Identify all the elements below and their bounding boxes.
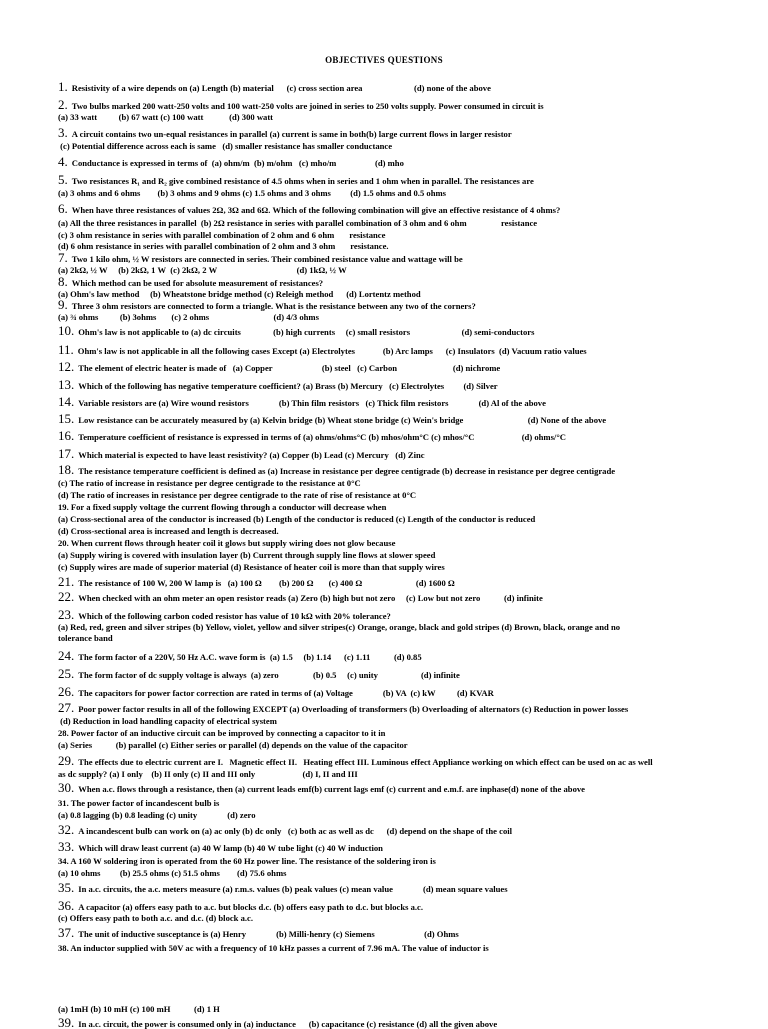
question-line xyxy=(58,128,758,139)
question-text: (a) Cross-sectional area of the conductor is increased (b) Length of the conductor is reduced (c) Length of the conductor is reduced xyxy=(58,514,536,524)
question-number: 16. xyxy=(58,431,75,442)
question-line xyxy=(58,1004,758,1014)
question-line xyxy=(58,490,758,500)
question-text: Which of the following has negative temperature coefficient? (a) Brass (b) Mercury (c) Electrolytes (d) Silver xyxy=(78,381,498,391)
question-number: 14. xyxy=(58,397,75,408)
question-number: 22. xyxy=(58,592,75,603)
question-line xyxy=(58,514,758,524)
question-text: (c) Supply wires are made of superior material (d) Resistance of heater coil is more than that supply wires xyxy=(58,562,445,572)
question-line xyxy=(58,592,758,603)
question-line xyxy=(58,157,758,168)
question-text: The form factor of a 220V, 50 Hz A.C. wave form is (a) 1.5 (b) 1.14 (c) 1.11 (d) 0.85 xyxy=(78,652,422,662)
question-line xyxy=(58,550,758,560)
question-line xyxy=(58,783,758,794)
question-line xyxy=(58,312,758,322)
question-text: (a) Supply wiring is covered with insulation layer (b) Current through supply line flows at slower speed xyxy=(58,550,436,560)
question-line xyxy=(58,449,758,460)
question-text: In a.c. circuit, the power is consumed only in (a) inductance (b) capacitance (c) resistance (d) all the given above xyxy=(78,1019,498,1029)
question-text: (c) Offers easy path to both a.c. and d.c. (d) block a.c. xyxy=(58,913,254,923)
question-line xyxy=(58,526,758,536)
question-line xyxy=(58,651,758,662)
question-line xyxy=(58,769,758,779)
question-text: 38. An inductor supplied with 50V ac with a frequency of 10 kHz passes a current of 7.96 mA. The value of inductor is xyxy=(58,943,489,953)
question-text: When have three resistances of values 2Ω, 3Ω and 6Ω. Which of the following combination will give an effective resistance of 4 ohms? xyxy=(71,205,561,215)
question-number: 21. xyxy=(58,577,75,588)
question-text: Temperature coefficient of resistance is expressed in terms of (a) ohms/ohms°C (b) mhos/ohm°C (c) mhos/°C (d) ohms/°C xyxy=(78,432,566,442)
question-number: 37. xyxy=(58,928,75,939)
question-line xyxy=(58,756,758,767)
question-number: 6. xyxy=(58,204,68,215)
question-line xyxy=(58,868,758,878)
question-text: (a) 33 watt (b) 67 watt (c) 100 watt (d) 300 watt xyxy=(58,112,274,122)
question-line xyxy=(58,622,758,632)
question-line xyxy=(58,825,758,836)
question-text: (a) Ohm's law method (b) Wheatstone bridge method (c) Releigh method (d) Lortentz method xyxy=(58,289,421,299)
question-number: 25. xyxy=(58,669,75,680)
question-text: The resistance of 100 W, 200 W lamp is (a) 100 Ω (b) 200 Ω (c) 400 Ω (d) 1600 Ω xyxy=(78,578,455,588)
question-text: Two resistances R₁ and R₂ give combined resistance of 4.5 ohms when in series and 1 ohm when in parallel. The resistances are xyxy=(71,176,534,186)
question-number: 4. xyxy=(58,157,68,168)
question-text: (a) 3 ohms and 6 ohms (b) 3 ohms and 9 ohms (c) 1.5 ohms and 3 ohms (d) 1.5 ohms and 0.5 ohms xyxy=(58,188,446,198)
question-text: A capacitor (a) offers easy path to a.c. but blocks d.c. (b) offers easy path to d.c. but blocks a.c. xyxy=(78,902,424,912)
question-line xyxy=(58,277,758,288)
question-text: (a) 1mH (b) 10 mH (c) 100 mH (d) 1 H xyxy=(58,1004,220,1014)
question-line xyxy=(58,100,758,111)
page-title: OBJECTIVES QUESTIONS xyxy=(325,55,443,65)
question-text: Which will draw least current (a) 40 W lamp (b) 40 W tube light (c) 40 W induction xyxy=(78,843,383,853)
question-text: (a) 2kΩ, ½ W (b) 2kΩ, 1 W (c) 2kΩ, 2 W (d) 1kΩ, ½ W xyxy=(58,265,347,275)
question-line xyxy=(58,901,758,912)
question-number: 10. xyxy=(58,326,75,337)
question-line xyxy=(58,538,758,548)
question-text: (a) All the three resistances in parallel (b) 2Ω resistance in series with parallel combination of 3 ohm and 6 ohm resistance xyxy=(58,218,538,228)
question-text: (a) Red, red, green and silver stripes (b) Yellow, violet, yellow and silver stripes(c) Orange, orange, black and gold stripes (d) Brown, black, orange and no xyxy=(58,622,621,632)
question-line xyxy=(58,265,758,275)
question-line xyxy=(58,928,758,939)
question-line xyxy=(58,577,758,588)
question-number: 24. xyxy=(58,651,75,662)
question-text: The unit of inductive susceptance is (a) Henry (b) Milli-henry (c) Siemens (d) Ohms xyxy=(78,929,459,939)
question-text: When checked with an ohm meter an open resistor reads (a) Zero (b) high but not zero (c) Low but not zero (d) infinite xyxy=(78,593,543,603)
question-text: (a) ¾ ohms (b) 3ohms (c) 2 ohms (d) 4/3 ohms xyxy=(58,312,319,322)
question-line xyxy=(58,669,758,680)
question-number: 15. xyxy=(58,414,75,425)
question-line xyxy=(58,842,758,853)
question-text: Variable resistors are (a) Wire wound resistors (b) Thin film resistors (c) Thick film resistors (d) Al of the above xyxy=(78,398,546,408)
question-line xyxy=(58,502,758,512)
question-number: 36. xyxy=(58,901,75,912)
question-number: 32. xyxy=(58,825,75,836)
question-number: 9. xyxy=(58,300,68,311)
question-text: (c) Potential difference across each is same (d) smaller resistance has smaller conductance xyxy=(58,141,393,151)
question-line xyxy=(58,856,758,866)
question-text: (a) Series (b) parallel (c) Either series or parallel (d) depends on the value of the capacitor xyxy=(58,740,408,750)
question-line xyxy=(58,465,758,476)
question-number: 11. xyxy=(58,345,74,356)
question-line xyxy=(58,253,758,264)
question-text: (d) The ratio of increases in resistance per degree centigrade to the rate of rise of resistance at 0°C xyxy=(58,490,417,500)
question-text: 34. A 160 W soldering iron is operated from the 60 Hz power line. The resistance of the soldering iron is xyxy=(58,856,436,866)
question-number: 3. xyxy=(58,128,68,139)
question-line xyxy=(58,141,758,151)
question-line xyxy=(58,633,758,643)
question-line xyxy=(58,943,758,953)
question-text: Ohm's law is not applicable in all the following cases Except (a) Electrolytes (b) Arc lamps (c) Insulators (d) Vacuum ratio values xyxy=(77,346,587,356)
question-number: 13. xyxy=(58,380,75,391)
question-text: Which of the following carbon coded resistor has value of 10 kΩ with 20% tolerance? xyxy=(78,611,391,621)
question-number: 26. xyxy=(58,687,75,698)
question-line xyxy=(58,397,758,408)
question-number: 23. xyxy=(58,610,75,621)
question-line xyxy=(58,345,758,356)
question-number: 5. xyxy=(58,175,68,186)
question-line xyxy=(58,716,758,726)
question-text: When a.c. flows through a resistance, then (a) current leads emf(b) current lags emf (c) current and e.m.f. are inphase(d) none of the above xyxy=(78,784,585,794)
question-text: (a) 10 ohms (b) 25.5 ohms (c) 51.5 ohms (d) 75.6 ohms xyxy=(58,868,287,878)
question-text: 28. Power factor of an inductive circuit can be improved by connecting a capacitor to it in xyxy=(58,728,386,738)
question-number: 29. xyxy=(58,756,75,767)
question-text: 20. When current flows through heater coil it glows but supply wiring does not glow because xyxy=(58,538,396,548)
question-text: In a.c. circuits, the a.c. meters measure (a) r.m.s. values (b) peak values (c) mean value (d) mean square values xyxy=(78,884,508,894)
question-line xyxy=(58,810,758,820)
question-line xyxy=(58,562,758,572)
question-line xyxy=(58,230,758,240)
question-text: (c) The ratio of increase in resistance per degree centigrade to the resistance at 0°C xyxy=(58,478,361,488)
question-text: 31. The power factor of incandescent bulb is xyxy=(58,798,220,808)
question-text: Poor power factor results in all of the following EXCEPT (a) Overloading of transformers (b) Overloading of alternators (c) Reduction in power losses xyxy=(78,704,629,714)
question-text: Resistivity of a wire depends on (a) Length (b) material (c) cross section area (d) none of the above xyxy=(71,83,491,93)
question-text: Ohm's law is not applicable to (a) dc circuits (b) high currents (c) small resistors (d) semi-conductors xyxy=(78,327,535,337)
question-number: 39. xyxy=(58,1018,75,1029)
question-line xyxy=(58,414,758,425)
question-line xyxy=(58,740,758,750)
question-number: 33. xyxy=(58,842,75,853)
question-text: The capacitors for power factor correction are rated in terms of (a) Voltage (b) VA (c) kW (d) KVAR xyxy=(78,688,494,698)
question-text: The resistance temperature coefficient is defined as (a) Increase in resistance per degree centigrade (b) decrease in resistance per degree centigrade xyxy=(78,466,616,476)
question-line xyxy=(58,883,758,894)
question-number: 18. xyxy=(58,465,75,476)
question-text: The form factor of dc supply voltage is always (a) zero (b) 0.5 (c) unity (d) infinite xyxy=(78,670,460,680)
question-line xyxy=(58,478,758,488)
question-text: Two bulbs marked 200 watt-250 volts and 100 watt-250 volts are joined in series to 250 volts supply. Power consumed in circuit is xyxy=(71,101,544,111)
question-line xyxy=(58,362,758,373)
question-line xyxy=(58,241,758,251)
question-number: 35. xyxy=(58,883,75,894)
question-text: 19. For a fixed supply voltage the current flowing through a conductor will decrease when xyxy=(58,502,387,512)
question-text: (a) 0.8 lagging (b) 0.8 leading (c) unity (d) zero xyxy=(58,810,256,820)
question-line xyxy=(58,188,758,198)
question-text: (d) Reduction in load handling capacity of electrical system xyxy=(58,716,277,726)
question-line xyxy=(58,175,758,186)
question-number: 27. xyxy=(58,703,75,714)
question-text: (d) 6 ohm resistance in series with parallel combination of 2 ohm and 3 ohm resistance. xyxy=(58,241,389,251)
question-text: A incandescent bulb can work on (a) ac only (b) dc only (c) both ac as well as dc (d) depend on the shape of the coil xyxy=(78,826,513,836)
question-number: 30. xyxy=(58,783,75,794)
question-line xyxy=(58,300,758,311)
question-text: A circuit contains two un-equal resistances in parallel (a) current is same in both(b) large current flows in larger resistor xyxy=(71,129,512,139)
question-line xyxy=(58,112,758,122)
question-number: 2. xyxy=(58,100,68,111)
question-text: (c) 3 ohm resistance in series with parallel combination of 2 ohm and 6 ohm resistance xyxy=(58,230,386,240)
question-line xyxy=(58,204,758,215)
question-text: tolerance band xyxy=(58,633,113,643)
question-line xyxy=(58,289,758,299)
question-text: Which material is expected to have least resistivity? (a) Copper (b) Lead (c) Mercury (d) Zinc xyxy=(78,450,425,460)
question-number: 12. xyxy=(58,362,75,373)
question-text: Three 3 ohm resistors are connected to form a triangle. What is the resistance between any two of the corners? xyxy=(71,301,476,311)
question-number: 17. xyxy=(58,449,75,460)
question-line xyxy=(58,380,758,391)
question-text: Conductance is expressed in terms of (a) ohm/m (b) m/ohm (c) mho/m (d) mho xyxy=(71,158,404,168)
question-number: 8. xyxy=(58,277,68,288)
question-text: Which method can be used for absolute measurement of resistances? xyxy=(71,278,324,288)
question-line xyxy=(58,218,758,228)
question-text: as dc supply? (a) I only (b) II only (c) II and III only (d) I, II and III xyxy=(58,769,358,779)
question-text: The element of electric heater is made of (a) Copper (b) steel (c) Carbon (d) nichrome xyxy=(78,363,501,373)
question-line xyxy=(58,703,758,714)
question-line xyxy=(58,913,758,923)
question-text: The effects due to electric current are I. Magnetic effect II. Heating effect III. Luminous effect Appliance working on which effect can be used on ac as well xyxy=(78,757,653,767)
question-line xyxy=(58,728,758,738)
question-text: Low resistance can be accurately measured by (a) Kelvin bridge (b) Wheat stone bridge (c) Wein's bridge (d) None of the above xyxy=(78,415,607,425)
question-line xyxy=(58,610,758,621)
question-line xyxy=(58,431,758,442)
question-number: 7. xyxy=(58,253,68,264)
question-line xyxy=(58,82,758,93)
question-text: (d) Cross-sectional area is increased and length is decreased. xyxy=(58,526,279,536)
question-line xyxy=(58,326,758,337)
question-number: 1. xyxy=(58,82,68,93)
question-line xyxy=(58,798,758,808)
question-text: Two 1 kilo ohm, ½ W resistors are connected in series. Their combined resistance value and wattage will be xyxy=(71,254,463,264)
question-line xyxy=(58,687,758,698)
